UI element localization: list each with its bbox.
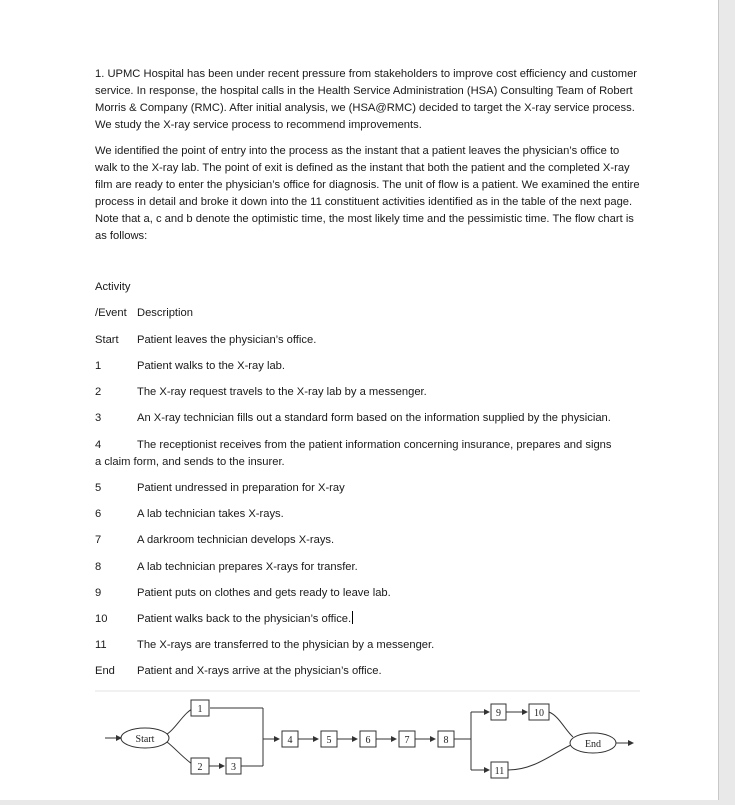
node-label: 11 xyxy=(494,766,505,777)
row-desc-continued: a claim form, and sends to the insurer. xyxy=(95,456,285,468)
row-id: 11 xyxy=(95,639,107,651)
row-id: 2 xyxy=(95,386,102,398)
row-desc: Patient puts on clothes and gets ready to leave lab. xyxy=(137,587,391,599)
flow-chart xyxy=(95,690,655,790)
node-label: 10 xyxy=(534,708,544,719)
node-label: 4 xyxy=(287,735,293,746)
node-label: 3 xyxy=(231,762,236,773)
row-desc: Patient undressed in preparation for X-ray xyxy=(137,482,345,494)
row-desc: Patient walks to the X-ray lab. xyxy=(137,360,285,372)
table-header-description: Description xyxy=(137,307,193,319)
vertical-scrollbar[interactable] xyxy=(719,0,735,805)
end-label: End xyxy=(584,739,602,750)
row-id: Start xyxy=(95,334,119,346)
node-label: 2 xyxy=(197,762,203,773)
row-desc: The X-ray request travels to the X-ray lab by a messenger. xyxy=(137,386,427,398)
row-id: 1 xyxy=(95,360,102,372)
row-desc: A lab technician takes X-rays. xyxy=(137,508,284,520)
intro-paragraph: 1. UPMC Hospital has been under recent pressure from stakeholders to improve cost efficiency and customer service. In response, the hospital calls in the Health Service Administration (HSA) Consulting Team of Robert Morris & Company (RMC). After initial analysis, we (HSA@RMC) decided to target the X-ray service process. We study the X-ray service process to recommend improvements. xyxy=(95,68,638,131)
process-paragraph: We identified the point of entry into the process as the instant that a patient leaves the physician’s office to walk to the X-ray lab. The point of exit is defined as the instant that both the patient and the completed X-ray film are ready to enter the physician’s office for diagnosis. The unit of flow is a patient. We examined the entire process in detail and broke it down into the 11 constituent activities identified as in the table of the next page. Note that a, c and b denote the optimistic time, the most likely time and the pessimistic time. The flow chart is as follows: xyxy=(95,145,640,242)
row-id: 9 xyxy=(95,587,102,599)
node-label: 5 xyxy=(326,735,332,746)
table-header-activity: Activity xyxy=(95,281,131,293)
row-id: 4 xyxy=(95,439,102,451)
row-desc: Patient and X-rays arrive at the physician’s office. xyxy=(137,665,382,677)
row-desc: Patient leaves the physician’s office. xyxy=(137,334,317,346)
text-caret xyxy=(352,611,353,624)
node-label: 7 xyxy=(404,735,410,746)
row-id: 10 xyxy=(95,613,108,625)
row-desc xyxy=(137,611,353,628)
row-desc-text: Patient walks back to the physician’s office. xyxy=(137,613,352,625)
node-label: 1 xyxy=(197,704,203,715)
row-desc: An X-ray technician fills out a standard form based on the information supplied by the physician. xyxy=(137,412,611,424)
row-desc: The X-rays are transferred to the physician by a messenger. xyxy=(137,639,435,651)
node-label: 9 xyxy=(496,708,501,719)
row-id: 5 xyxy=(95,482,102,494)
row-id: 8 xyxy=(95,561,102,573)
row-id: 7 xyxy=(95,534,102,546)
start-label: Start xyxy=(135,734,155,745)
row-id: 6 xyxy=(95,508,102,520)
node-label: 6 xyxy=(365,735,371,746)
edge-11-end xyxy=(508,745,571,770)
row-desc: The receptionist receives from the patient information concerning insurance, prepares and signs xyxy=(137,439,612,451)
table-header-event: /Event xyxy=(95,307,127,319)
node-label: 8 xyxy=(443,735,449,746)
row-id: 3 xyxy=(95,412,102,424)
row-id: End xyxy=(95,665,115,677)
edge-10-end xyxy=(549,712,573,737)
row-desc: A darkroom technician develops X-rays. xyxy=(137,534,335,546)
row-desc: A lab technician prepares X-rays for transfer. xyxy=(137,561,358,573)
